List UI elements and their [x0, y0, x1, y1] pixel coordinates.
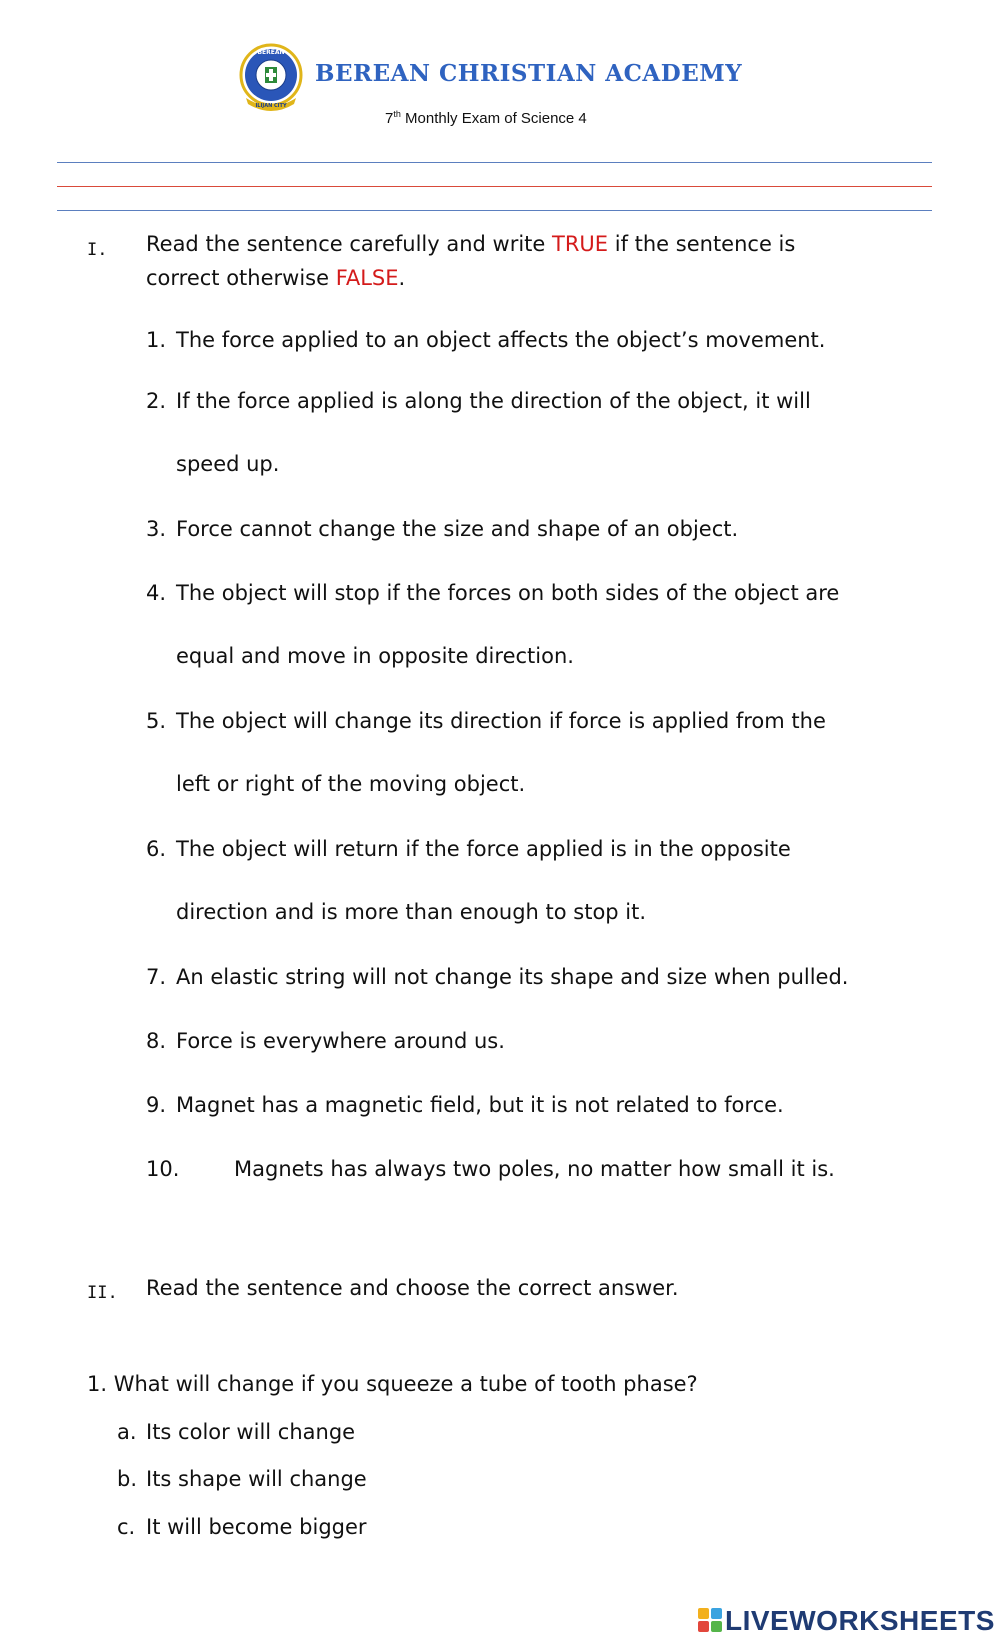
item-number: 9.	[146, 1093, 167, 1117]
school-name: BEREAN CHRISTIAN ACADEMY	[315, 60, 743, 87]
item-number: 4.	[146, 581, 167, 605]
true-keyword: TRUE	[552, 232, 609, 256]
page-header	[0, 0, 1000, 160]
item-number: 1.	[146, 328, 167, 352]
option-text: Its color will change	[146, 1420, 356, 1444]
section-2-instruction: Read the sentence and choose the correct answer.	[146, 1276, 679, 1300]
item-text: Force is everywhere around us.	[176, 1029, 505, 1053]
item-text: The object will change its direction if force is applied from the	[176, 709, 826, 733]
item-number: 10.	[146, 1157, 180, 1181]
item-text: If the force applied is along the direction of the object, it will	[176, 389, 811, 413]
section-2-numeral: II.	[87, 1283, 118, 1303]
instruction-text: .	[398, 266, 406, 290]
item-number: 3.	[146, 517, 167, 541]
exam-title	[385, 109, 587, 127]
item-number: 8.	[146, 1029, 167, 1053]
liveworksheets-wordmark: LIVEWORKSHEETS	[725, 1605, 995, 1636]
item-number: 2.	[146, 389, 167, 413]
item-text: Magnet has a magnetic field, but it is not related to force.	[176, 1093, 784, 1117]
option-letter: b.	[117, 1467, 138, 1491]
header-rule-red	[57, 186, 932, 187]
option-letter: c.	[117, 1515, 136, 1539]
item-text-continued: speed up.	[176, 452, 280, 476]
logo-top-text: BEREAN	[257, 49, 285, 56]
liveworksheets-icon	[697, 1607, 723, 1633]
item-text-continued: left or right of the moving object.	[176, 772, 526, 796]
question-number: 1.	[87, 1372, 108, 1396]
item-text-continued: equal and move in opposite direction.	[176, 644, 574, 668]
false-keyword: FALSE	[335, 266, 399, 290]
item-text: Magnets has always two poles, no matter how small it is.	[234, 1157, 835, 1181]
answer-option-c[interactable]	[117, 1515, 367, 1539]
item-number: 5.	[146, 709, 167, 733]
item-number: 7.	[146, 965, 167, 989]
instruction-text: Read the sentence carefully and write	[146, 232, 552, 256]
option-text: It will become bigger	[146, 1515, 367, 1539]
logo-bottom-text: ILIJAN CITY	[255, 103, 287, 109]
exam-ordinal-suffix: th	[393, 109, 401, 119]
question-text: What will change if you squeeze a tube of tooth phase?	[113, 1372, 698, 1396]
school-seal-logo	[236, 42, 306, 112]
item-text-continued: direction and is more than enough to stop it.	[176, 900, 647, 924]
item-text: The force applied to an object affects the object’s movement.	[176, 328, 826, 352]
exam-title-text: Monthly Exam of Science 4	[400, 110, 587, 127]
answer-option-a[interactable]	[117, 1420, 355, 1444]
answer-option-b[interactable]	[117, 1467, 367, 1491]
section-1-instruction-line-2	[146, 266, 405, 290]
instruction-text: if the sentence is	[608, 232, 796, 256]
section-1-instruction-line-1	[146, 232, 795, 256]
section-1-numeral: I.	[87, 240, 108, 260]
exam-ordinal: 7	[385, 110, 394, 127]
header-rule-blue-bottom	[57, 210, 932, 211]
item-text: The object will stop if the forces on both sides of the object are	[176, 581, 840, 605]
liveworksheets-footer-logo[interactable]	[697, 1605, 997, 1635]
header-rule-blue-top	[57, 162, 932, 163]
item-text: Force cannot change the size and shape of an object.	[176, 517, 739, 541]
instruction-text: correct otherwise	[146, 266, 336, 290]
option-letter: a.	[117, 1420, 137, 1444]
item-number: 6.	[146, 837, 167, 861]
item-text: The object will return if the force applied is in the opposite	[176, 837, 791, 861]
item-text: An elastic string will not change its shape and size when pulled.	[176, 965, 849, 989]
option-text: Its shape will change	[146, 1467, 367, 1491]
multiple-choice-question	[87, 1372, 698, 1396]
